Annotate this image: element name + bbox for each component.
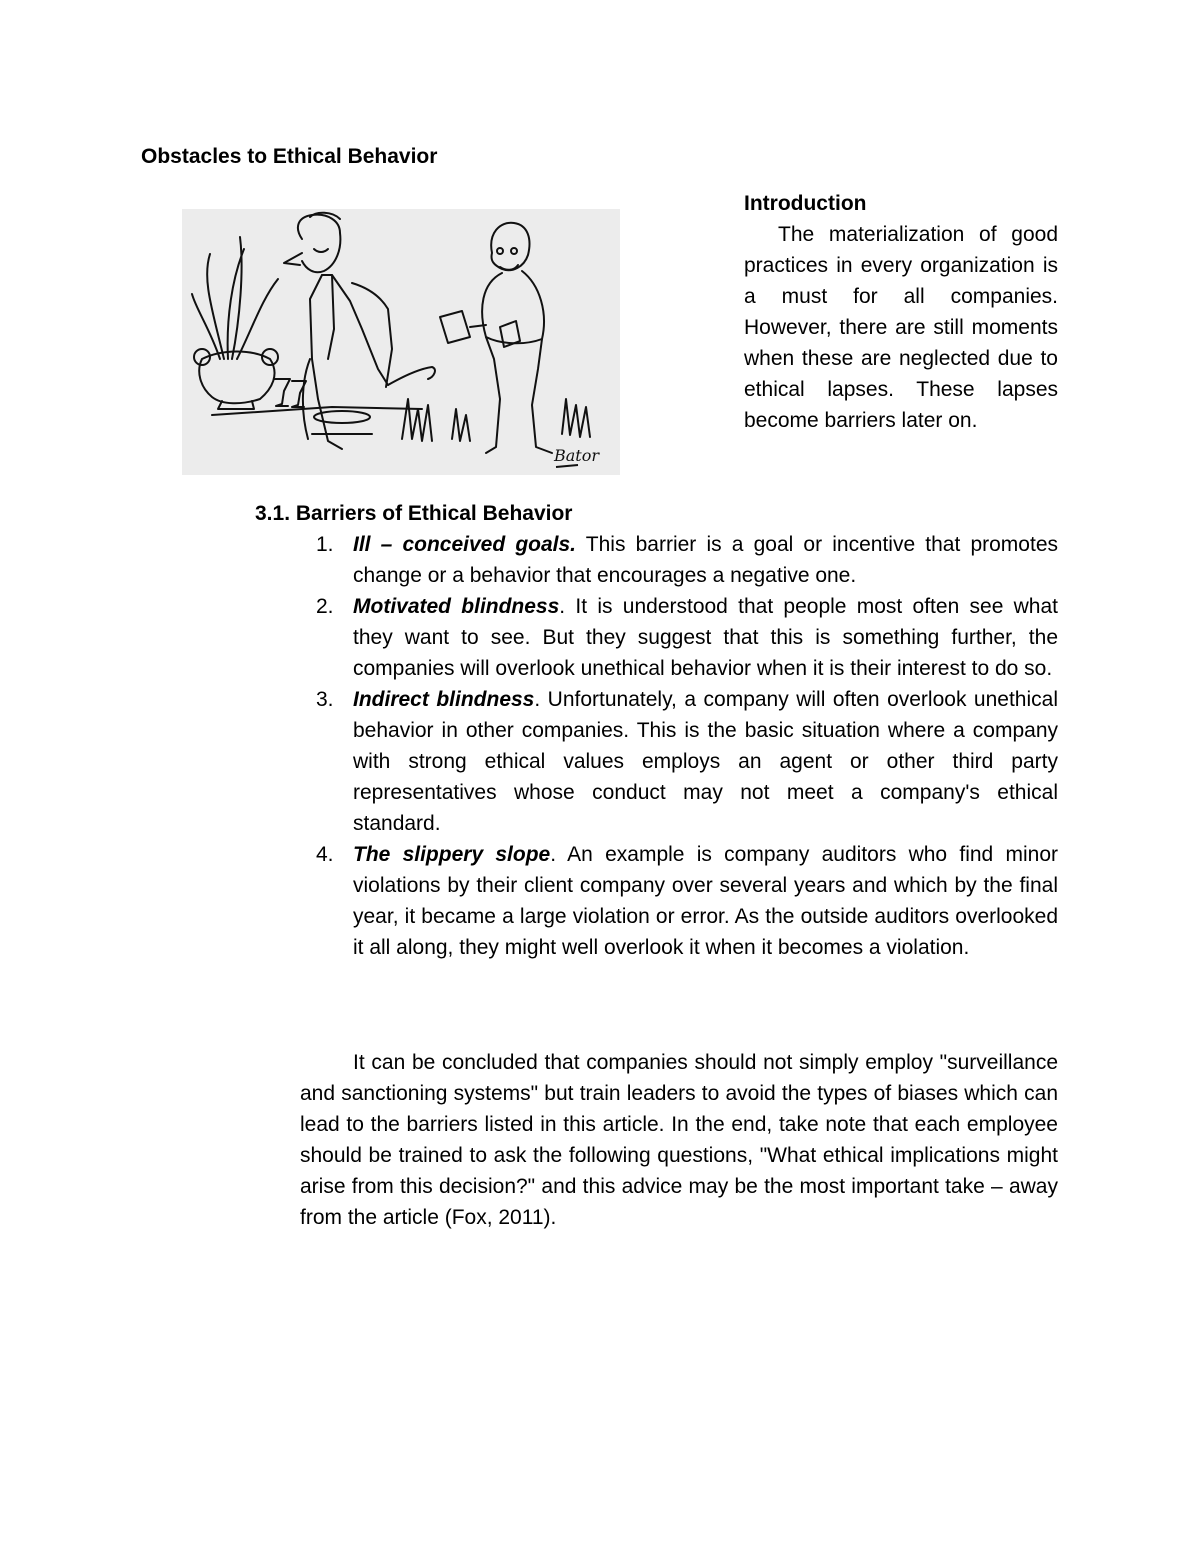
list-item: [255, 591, 1058, 684]
barrier-list: [255, 529, 1058, 963]
barrier-description: . It is understood that people most often see what they want to see. But they suggest that this is something further, the companies will overlook unethical behavior when it is their interest to do so.: [353, 595, 1059, 680]
barrier-term: The slippery slope: [353, 843, 551, 866]
list-item: [255, 839, 1058, 963]
introduction-section: [744, 188, 1058, 436]
barrier-term: Indirect blindness: [353, 688, 535, 711]
introduction-heading: Introduction: [744, 192, 867, 215]
page-title: Obstacles to Ethical Behavior: [141, 145, 438, 168]
barrier-description: . Unfortunately, a company will often overlook unethical behavior in other companies. This is the basic situation where a company with strong ethical values employs an agent or other third party representatives whose conduct may not meet a company's ethical standard.: [353, 688, 1058, 835]
cartoon-drawing: [182, 209, 620, 475]
list-item-number: 3.: [316, 688, 334, 711]
barriers-heading: 3.1. Barriers of Ethical Behavior: [255, 502, 573, 525]
conclusion-paragraph: It can be concluded that companies should not simply employ "surveillance and sanctioning systems" but train leaders to avoid the types of biases which can lead to the barriers listed in this article. In the end, take note that each employee should be trained to ask the following questions, "What ethical implications might arise from this decision?" and this advice may be the most important take – away from the article (Fox, 2011).: [300, 1051, 1058, 1229]
barrier-term: Ill – conceived goals.: [353, 533, 577, 556]
barrier-term: Motivated blindness: [353, 595, 560, 618]
introduction-body: The materialization of good practices in every organization is a must for all companies. However, there are still moments when these are neglected due to ethical lapses. These lapses become barriers later on.: [744, 223, 1058, 432]
barriers-section: [255, 498, 1058, 963]
list-item: [255, 684, 1058, 839]
list-item-number: 2.: [316, 595, 334, 618]
list-item-number: 4.: [316, 843, 334, 866]
cartoon-illustration: [182, 209, 620, 475]
list-item-number: 1.: [316, 533, 334, 556]
illustration-signature: Bator: [554, 446, 600, 465]
barrier-description: . An example is company auditors who find minor violations by their client company over several years and which by the final year, it became a large violation or error. As the outside auditors overlooked it all along, they might well overlook it when it becomes a violation.: [353, 843, 1058, 959]
list-item: [255, 529, 1058, 591]
barrier-description: This barrier is a goal or incentive that promotes change or a behavior that encourages a negative one.: [353, 533, 1058, 587]
